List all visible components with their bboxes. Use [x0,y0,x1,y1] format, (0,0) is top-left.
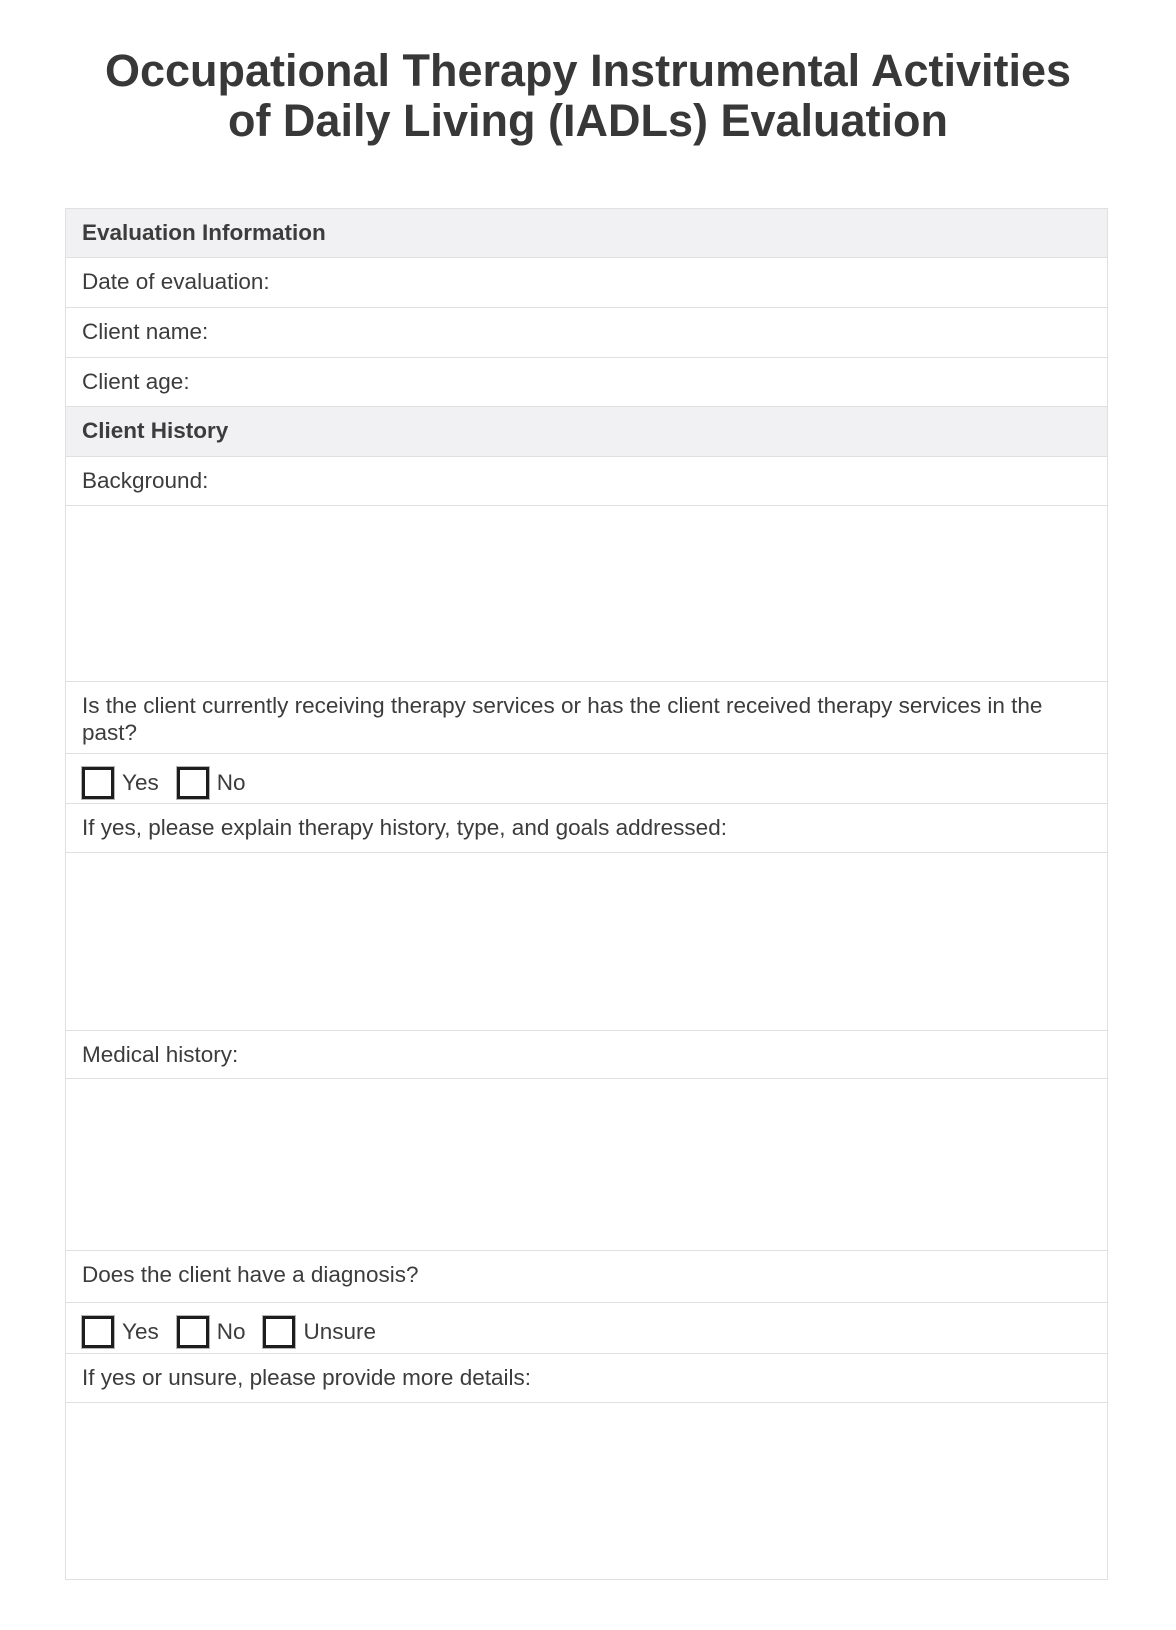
page-title: Occupational Therapy Instrumental Activities of Daily Living (IADLs) Evaluation [104,45,1072,146]
therapy-services-checkbox-row [66,754,1107,804]
field-label-client-name[interactable]: Client name: [66,308,1107,358]
checkbox-icon[interactable] [263,1316,295,1348]
section-header-evaluation-information: Evaluation Information [66,209,1107,258]
checkbox-icon[interactable] [177,1316,209,1348]
checkbox-label: Unsure [303,1319,377,1344]
checkbox-label: No [216,1319,246,1344]
evaluation-form-table [65,208,1108,1580]
diagnosis-details-input-area[interactable] [66,1403,1107,1579]
diagnosis-yes-checkbox[interactable] [82,1316,159,1348]
medical-history-input-area[interactable] [66,1079,1107,1251]
checkbox-icon[interactable] [82,767,114,799]
field-label-date-of-evaluation[interactable]: Date of evaluation: [66,258,1107,308]
question-therapy-services: Is the client currently receiving therapy services or has the client received therapy services in the past? [66,682,1107,754]
section-header-client-history: Client History [66,407,1107,457]
checkbox-icon[interactable] [82,1316,114,1348]
question-diagnosis: Does the client have a diagnosis? [66,1251,1107,1303]
checkbox-label: No [216,770,246,795]
field-label-therapy-history-explain: If yes, please explain therapy history, type, and goals addressed: [66,804,1107,853]
diagnosis-no-checkbox[interactable] [177,1316,246,1348]
field-label-background: Background: [66,457,1107,506]
checkbox-label: Yes [122,770,159,795]
background-input-area[interactable] [66,506,1107,682]
field-label-diagnosis-details: If yes or unsure, please provide more details: [66,1354,1107,1403]
diagnosis-checkbox-row [66,1303,1107,1354]
checkbox-icon[interactable] [177,767,209,799]
therapy-yes-checkbox[interactable] [82,767,159,799]
checkbox-label: Yes [122,1319,159,1344]
field-label-medical-history: Medical history: [66,1031,1107,1079]
diagnosis-unsure-checkbox[interactable] [263,1316,376,1348]
therapy-history-input-area[interactable] [66,853,1107,1031]
therapy-no-checkbox[interactable] [177,767,246,799]
field-label-client-age[interactable]: Client age: [66,358,1107,407]
